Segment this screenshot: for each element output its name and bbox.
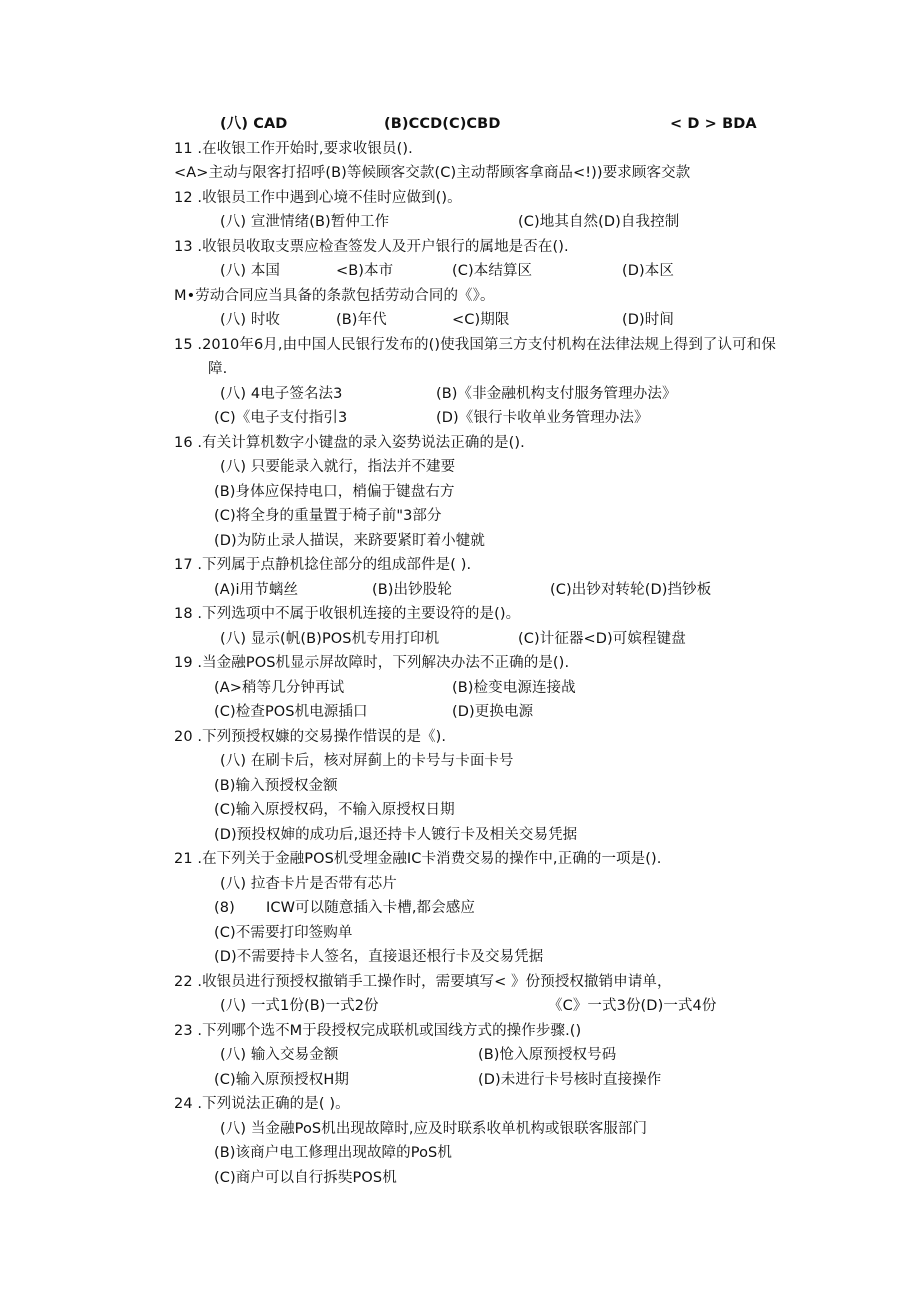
option-text: ICW可以随意插入卡槽,都会感应 xyxy=(266,900,475,916)
option-a: (八) 本国 xyxy=(220,263,281,279)
question-22: 22 .收银员进行预授权撤销手工操作时，需要填写< 》份预授权撤销申请单， xyxy=(174,974,672,990)
question-11-options: <A>主动与限客打招呼(B)等候顾客交款(C)主动帮顾客拿商品<!))要求顾客交款 xyxy=(174,165,691,181)
question-11: 11 .在收银工作开始时,要求收银员(). xyxy=(174,141,413,157)
option-d: (D)更换电源 xyxy=(452,704,534,720)
question-13: 13 .收银员收取支票应检查签发人及开户银行的属地是否在(). xyxy=(174,239,569,255)
option-c: (C)检查POS机电源插口 xyxy=(214,704,368,720)
question-19: 19 .当金融POS机显示屏故障时，下列解决办法不正确的是(). xyxy=(174,655,570,671)
question-16-option-a: (八) 只要能录入就行，指法并不建要 xyxy=(220,459,456,475)
option-c: <C)期限 xyxy=(452,312,510,328)
question-24-option-c: (C)商户可以自行拆奘POS机 xyxy=(214,1170,397,1186)
question-15-continued: 障. xyxy=(208,361,228,377)
question-17: 17 .下列属于点静机捻住部分的组成部件是( ). xyxy=(174,557,472,573)
question-16-option-d: (D)为防止录人描误，来跻要紧盯着小犍就 xyxy=(214,533,485,549)
question-24-option-a: (八) 当金融PoS机出现故障时,应及时联系收单机构或银联客服部门 xyxy=(220,1121,648,1137)
option-b: <B)本市 xyxy=(336,263,394,279)
option-a: (A>稍等几分钟再试 xyxy=(214,680,345,696)
option-a: (八) 4电子签名法3 xyxy=(220,386,343,402)
question-23: 23 .下列哪个选不M于段授权完成联机或国线方式的操作步骤.() xyxy=(174,1023,582,1039)
option-c: (C)输入原预授权H期 xyxy=(214,1072,349,1088)
question-20-option-d: (D)预投权婶的成功后,退还持卡人镀行卡及相关交易凭据 xyxy=(214,827,578,843)
option-d: (D)时间 xyxy=(622,312,674,328)
option-b: (B)检变电源连接战 xyxy=(452,680,576,696)
option-c: (C)《电子支付指引3 xyxy=(214,410,348,426)
option-a: (八) CAD xyxy=(220,116,288,132)
option-b: (B)出钞股轮 xyxy=(372,582,452,598)
question-14: M•劳动合同应当具备的条款包括劳动合同的《》。 xyxy=(174,288,495,304)
option-b-c: (B)CCD(C)CBD xyxy=(384,116,501,132)
option-b: (B)年代 xyxy=(336,312,387,328)
question-18: 18 .下列选项中不属于收银机连接的主要设符的是()。 xyxy=(174,606,521,622)
option-a: (八) 输入交易金额 xyxy=(220,1047,339,1063)
option-a-b: (八) 宣泄情绪(B)暂仲工作 xyxy=(220,214,390,230)
option-d: (D)《银行卡收单业务管理办法》 xyxy=(436,410,649,426)
question-21-option-c: (C)不需要打印签购单 xyxy=(214,925,353,941)
option-c-d: (C)出钞对转轮(D)挡钞板 xyxy=(550,582,712,598)
option-label: (8) xyxy=(214,900,235,916)
question-12: 12 .收银员工作中遇到心境不佳时应做到()。 xyxy=(174,190,462,206)
option-a: (A)i用节螭丝 xyxy=(214,582,299,598)
question-20-option-c: (C)输入原授权码，不输入原授权日期 xyxy=(214,802,455,818)
question-24: 24 .下列说法正确的是( )。 xyxy=(174,1096,350,1112)
option-b: (B)《非金融机构支付服务管理办法》 xyxy=(436,386,677,402)
option-c: (C)本结算区 xyxy=(452,263,533,279)
option-a-b: (八) 显示(帆(B)POS机专用打印机 xyxy=(220,631,440,647)
question-16: 16 .有关计算机数字小键盘的录入姿势说法正确的是(). xyxy=(174,435,525,451)
option-d: < D > BDA xyxy=(670,116,757,132)
option-c-d: (C)地其自然(D)自我控制 xyxy=(518,214,680,230)
question-20-option-b: (B)输入预授权金额 xyxy=(214,778,338,794)
option-c-d: (C)计征器<D)可嫔程键盘 xyxy=(518,631,686,647)
option-d: (D)未进行卡号核时直接操作 xyxy=(478,1072,662,1088)
option-a-b: (八) 一式1份(B)一式2份 xyxy=(220,998,379,1014)
question-16-option-c: (C)将全身的重量置于椅子前"3部分 xyxy=(214,508,442,524)
question-21-option-a: (八) 拉杳卡片是否带有芯片 xyxy=(220,876,397,892)
question-20-option-a: (八) 在刷卡后，核对屏蓟上的卡号与卡面卡号 xyxy=(220,753,514,769)
option-c-d: 《C》一式3份(D)一式4份 xyxy=(548,998,717,1014)
option-d: (D)本区 xyxy=(622,263,674,279)
option-b: (B)怆入原预授权号码 xyxy=(478,1047,617,1063)
option-a: (八) 时收 xyxy=(220,312,281,328)
question-24-option-b: (B)该商户电工修理出现故障的PoS机 xyxy=(214,1145,452,1161)
question-15: 15 .2010年6月,由中国人民银行发布的()使我国第三方支付机构在法律法规上得到了认可和保 xyxy=(174,337,776,353)
question-20: 20 .下列预授权嫝的交易操作惜误的是《). xyxy=(174,729,447,745)
question-21-option-d: (D)不需要持卡人签名，直接退还根行卡及交易凭据 xyxy=(214,949,544,965)
question-16-option-b: (B)身体应保持电口，梢偏于键盘右方 xyxy=(214,484,455,500)
question-21: 21 .在下列关于金融POS机受埋金融IC卡消费交易的操作中,正确的一项是(). xyxy=(174,851,662,867)
